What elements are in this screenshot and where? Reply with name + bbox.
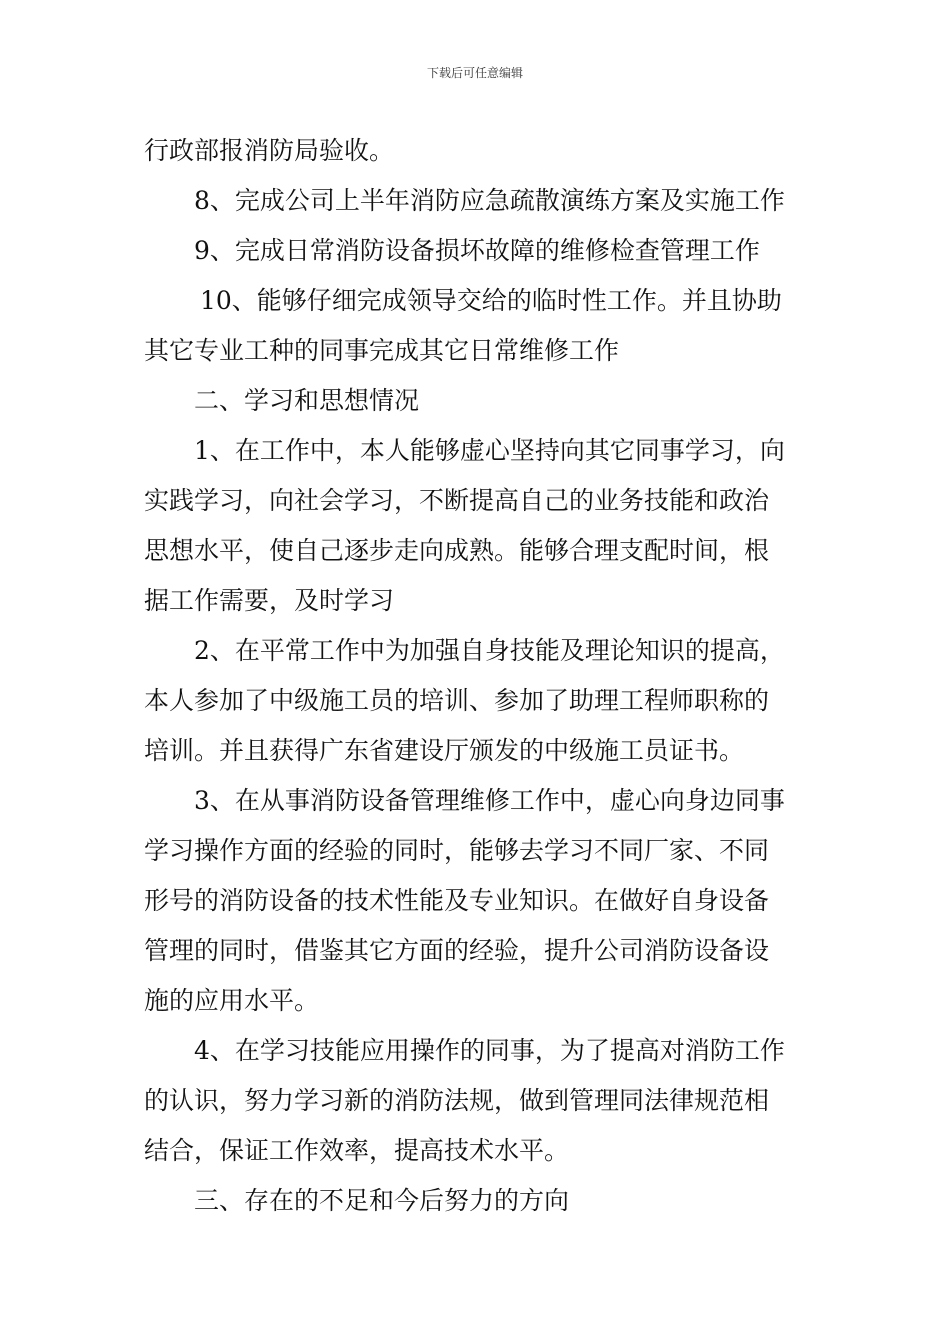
page-header-note: 下载后可任意编辑: [426, 66, 523, 80]
text-line: 行政部报消防局验收。: [144, 136, 395, 165]
text-line: 施的应用水平。: [144, 986, 320, 1015]
text-line: 据工作需要，及时学习: [144, 586, 395, 615]
text-line: 的认识，努力学习新的消防法规，做到管理同法律规范相: [144, 1086, 770, 1115]
text-line: 结合，保证工作效率，提高技术水平。: [144, 1136, 570, 1165]
document-body: [144, 126, 814, 1226]
text-line: 实践学习，向社会学习，不断提高自己的业务技能和政治: [144, 486, 770, 515]
section-heading: 三、存在的不足和今后努力的方向: [194, 1186, 570, 1215]
text-line: 2、在平常工作中为加强自身技能及理论知识的提高，: [194, 636, 785, 665]
text-line: 本人参加了中级施工员的培训、参加了助理工程师职称的: [144, 686, 770, 715]
text-line: 9、完成日常消防设备损坏故障的维修检查管理工作: [194, 236, 760, 265]
text-line: 10、能够仔细完成领导交给的临时性工作。并且协助: [200, 286, 782, 315]
text-line: 形号的消防设备的技术性能及专业知识。在做好自身设备: [144, 886, 770, 915]
text-line: 管理的同时，借鉴其它方面的经验，提升公司消防设备设: [144, 936, 770, 965]
section-heading: 二、学习和思想情况: [194, 386, 420, 415]
text-line: 8、完成公司上半年消防应急疏散演练方案及实施工作: [194, 186, 785, 215]
text-line: 4、在学习技能应用操作的同事，为了提高对消防工作: [194, 1036, 785, 1065]
text-line: 思想水平，使自己逐步走向成熟。能够合理支配时间，根: [144, 536, 770, 565]
text-line: 学习操作方面的经验的同时，能够去学习不同厂家、不同: [144, 836, 770, 865]
text-line: 培训。并且获得广东省建设厅颁发的中级施工员证书。: [144, 736, 745, 765]
text-line: 其它专业工种的同事完成其它日常维修工作: [144, 336, 620, 365]
text-line: 3、在从事消防设备管理维修工作中，虚心向身边同事: [194, 786, 785, 815]
text-line: 1、在工作中，本人能够虚心坚持向其它同事学习，向: [194, 436, 785, 465]
